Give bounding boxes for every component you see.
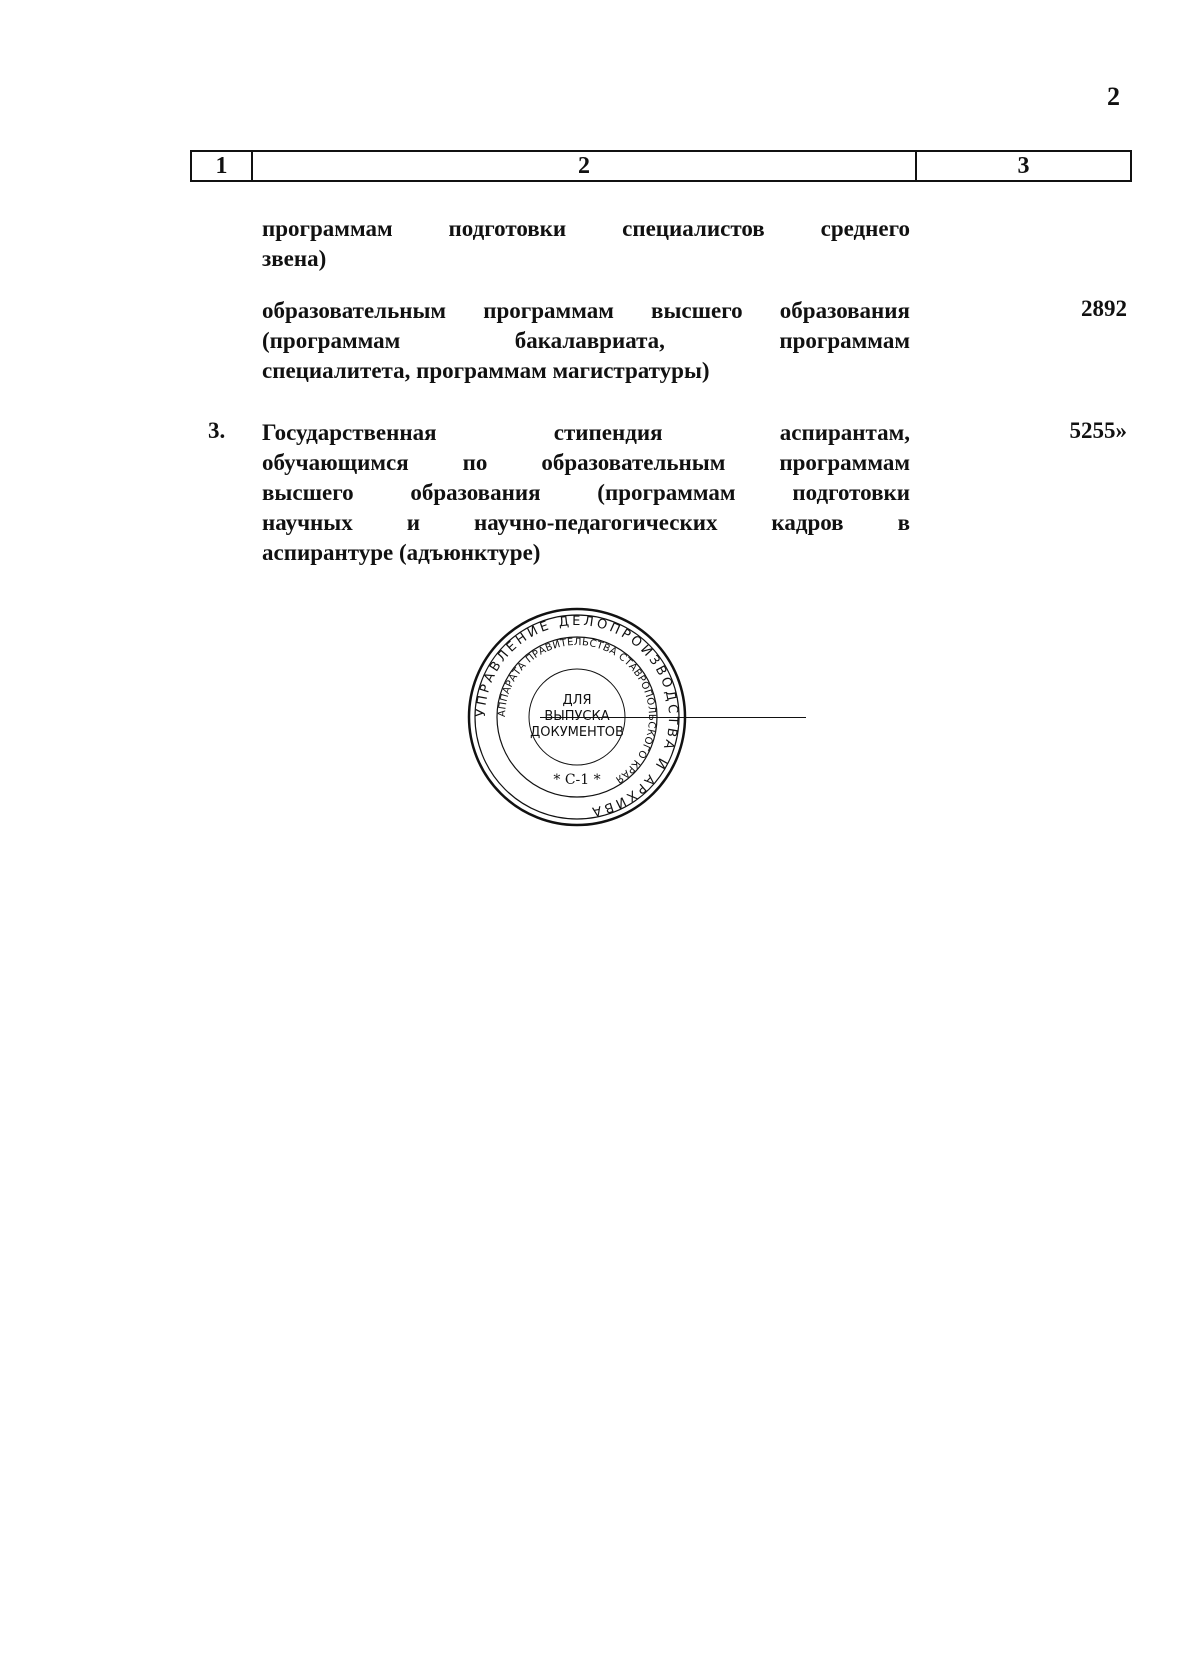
table-header-row bbox=[190, 150, 1132, 182]
row-text-line: звена) bbox=[262, 246, 327, 271]
seal-center-line-2: ВЫПУСКА bbox=[544, 709, 610, 724]
page-number: 2 bbox=[1107, 82, 1120, 111]
header-col-1: 1 bbox=[192, 152, 253, 180]
signature-line bbox=[540, 717, 806, 718]
row-text-line: высшего образования (программам подготовки bbox=[262, 480, 910, 505]
row-text-line: Государственная стипендия аспирантам, bbox=[262, 420, 910, 445]
seal-inner-text: АППАРАТА ПРАВИТЕЛЬСТВА СТАВРОПОЛЬСКОГО КРАЯ bbox=[496, 636, 658, 785]
header-col-2: 2 bbox=[253, 152, 917, 180]
row-text bbox=[262, 296, 910, 386]
seal-center-line-1: ДЛЯ bbox=[562, 693, 592, 708]
seal-code: * С-1 * bbox=[553, 772, 601, 788]
row-text-line: аспирантуре (адъюнктуре) bbox=[262, 540, 541, 565]
row-text-line: образовательным программам высшего образования bbox=[262, 298, 910, 323]
row-text-line: обучающимся по образовательным программам bbox=[262, 450, 910, 475]
row-text-line: научных и научно-педагогических кадров в bbox=[262, 510, 910, 535]
row-number: 3. bbox=[208, 418, 226, 443]
row-text-line: (программам бакалавриата, программам bbox=[262, 328, 910, 353]
header-col-3: 3 bbox=[1017, 152, 1030, 179]
row-value: 5255» bbox=[1069, 418, 1127, 443]
seal-outer-text: УПРАВЛЕНИЕ ДЕЛОПРОИЗВОДСТВА И АРХИВА bbox=[473, 613, 681, 820]
row-text bbox=[262, 418, 910, 568]
row-text bbox=[262, 214, 910, 274]
row-text-line: программам подготовки специалистов среднего bbox=[262, 216, 910, 241]
row-text-line: специалитета, программам магистратуры) bbox=[262, 358, 710, 383]
row-value: 2892 bbox=[1081, 296, 1127, 321]
seal-center-line-3: ДОКУМЕНТОВ bbox=[530, 725, 624, 740]
